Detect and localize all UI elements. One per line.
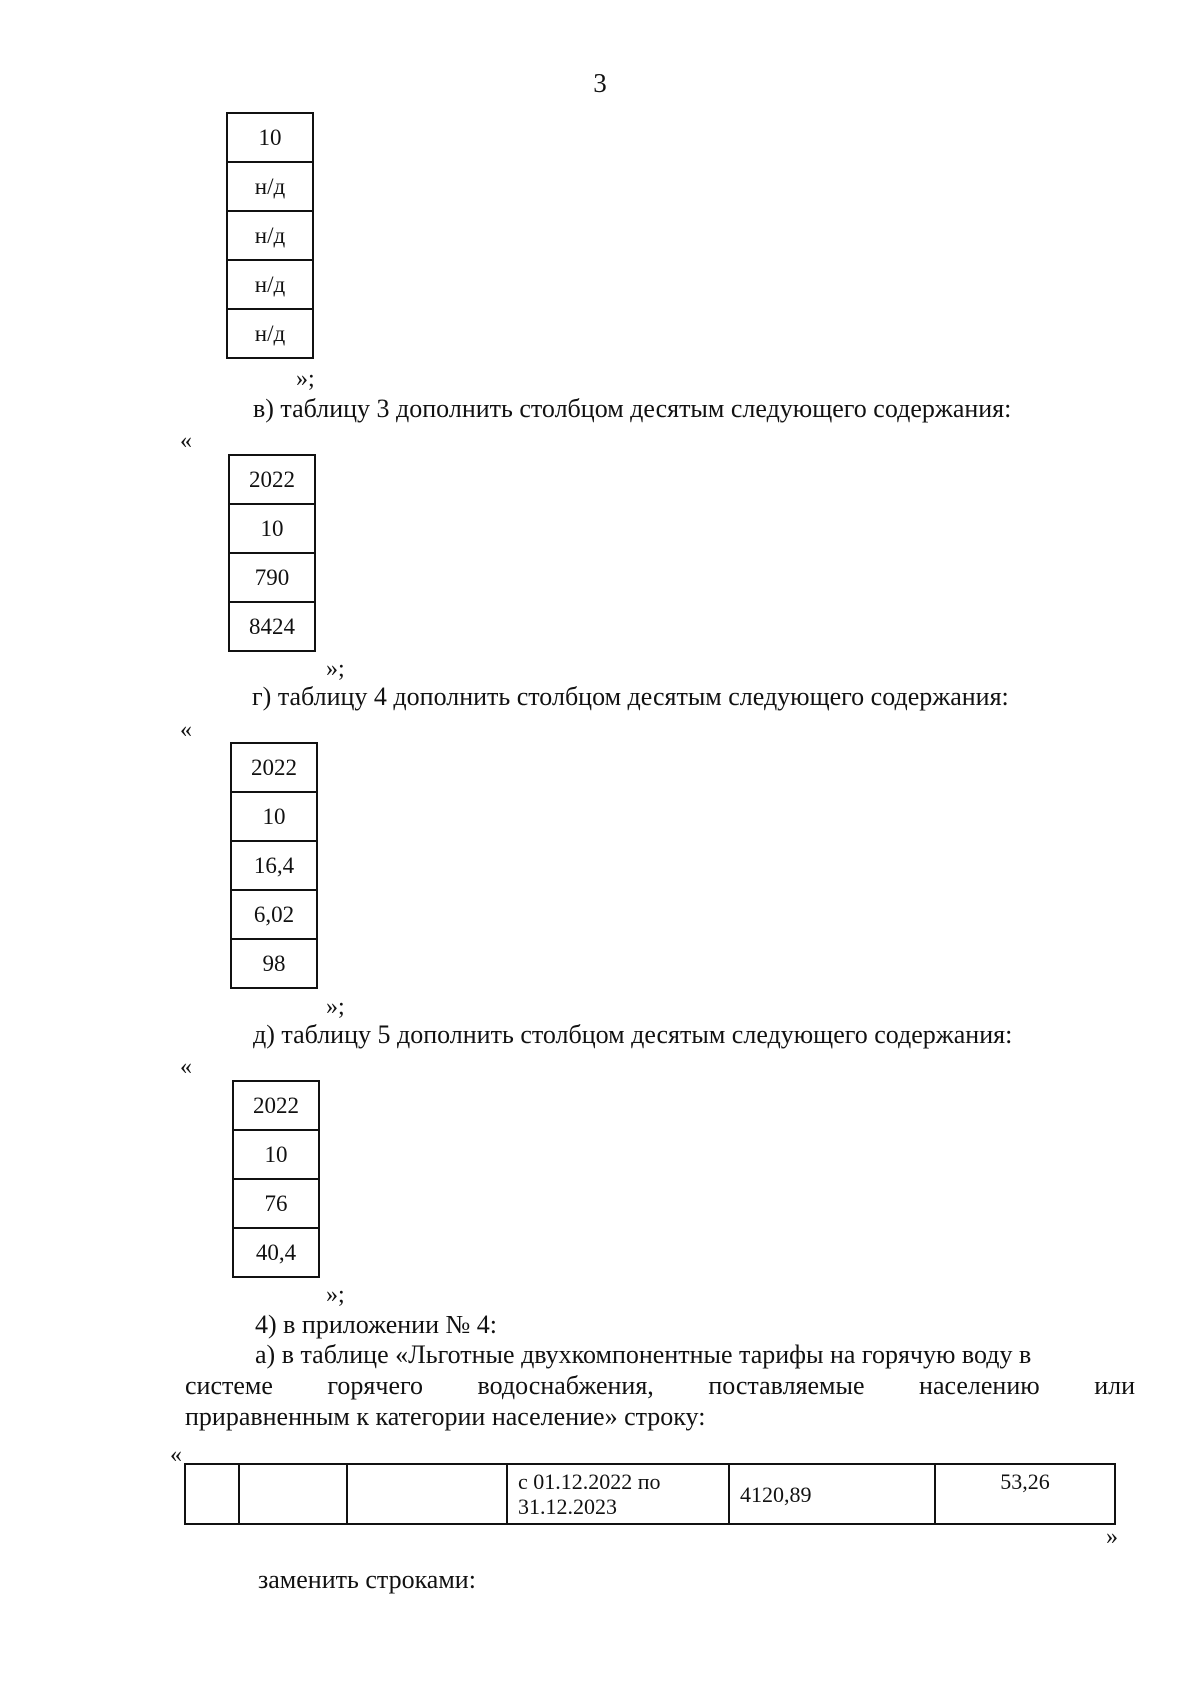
table-cell: 2022 — [231, 743, 317, 792]
table-cell-value1: 4120,89 — [729, 1464, 935, 1524]
table-cell-period — [507, 1464, 729, 1524]
page-number: 3 — [593, 68, 607, 98]
table-cell: 6,02 — [231, 890, 317, 939]
table-cell: 40,4 — [233, 1228, 319, 1277]
replace-text: заменить строками: — [258, 1565, 476, 1594]
item-4a-line1: а) в таблице «Льготные двухкомпонентные тарифы на горячую воду в — [255, 1340, 1032, 1369]
table-cell: 10 — [229, 504, 315, 553]
table-cell: 2022 — [233, 1081, 319, 1130]
table-continuation-column — [226, 112, 314, 359]
opening-quote: « — [180, 1054, 192, 1080]
table-cell: 10 — [233, 1130, 319, 1179]
table-cell-empty — [185, 1464, 239, 1524]
table3-column — [228, 454, 316, 652]
table-cell: 76 — [233, 1179, 319, 1228]
item-g-text: г) таблицу 4 дополнить столбцом десятым следующего содержания: — [252, 682, 1009, 711]
item-4a-line3: приравненным к категории население» строку: — [185, 1402, 706, 1431]
table-cell: н/д — [227, 309, 313, 358]
closing-quote: » — [1106, 1524, 1118, 1550]
closing-quote: »; — [296, 366, 315, 392]
table-cell: н/д — [227, 211, 313, 260]
item-v-text: в) таблицу 3 дополнить столбцом десятым следующего содержания: — [253, 394, 1012, 423]
table-cell: 10 — [227, 113, 313, 162]
table-cell-value2: 53,26 — [935, 1464, 1115, 1524]
closing-quote: »; — [326, 656, 345, 682]
tariff-table-row — [184, 1463, 1116, 1525]
period-line2: 31.12.2023 — [518, 1494, 617, 1519]
opening-quote: « — [180, 717, 192, 743]
item-4-text: 4) в приложении № 4: — [255, 1310, 498, 1339]
closing-quote: »; — [326, 994, 345, 1020]
table-cell: н/д — [227, 162, 313, 211]
table-cell: 16,4 — [231, 841, 317, 890]
table-cell: 8424 — [229, 602, 315, 651]
opening-quote: « — [180, 428, 192, 454]
table-cell-empty — [347, 1464, 507, 1524]
table5-column — [232, 1080, 320, 1278]
item-d-text: д) таблицу 5 дополнить столбцом десятым следующего содержания: — [253, 1020, 1013, 1049]
item-4a-line2: системе горячего водоснабжения, поставляемые населению или — [185, 1371, 1135, 1400]
table-cell: н/д — [227, 260, 313, 309]
table-cell: 790 — [229, 553, 315, 602]
table-cell: 2022 — [229, 455, 315, 504]
table-cell: 98 — [231, 939, 317, 988]
table4-column — [230, 742, 318, 989]
opening-quote: « — [170, 1442, 182, 1468]
table-cell: 10 — [231, 792, 317, 841]
closing-quote: »; — [326, 1282, 345, 1308]
table-cell-empty — [239, 1464, 347, 1524]
period-line1: с 01.12.2022 по — [518, 1469, 661, 1494]
